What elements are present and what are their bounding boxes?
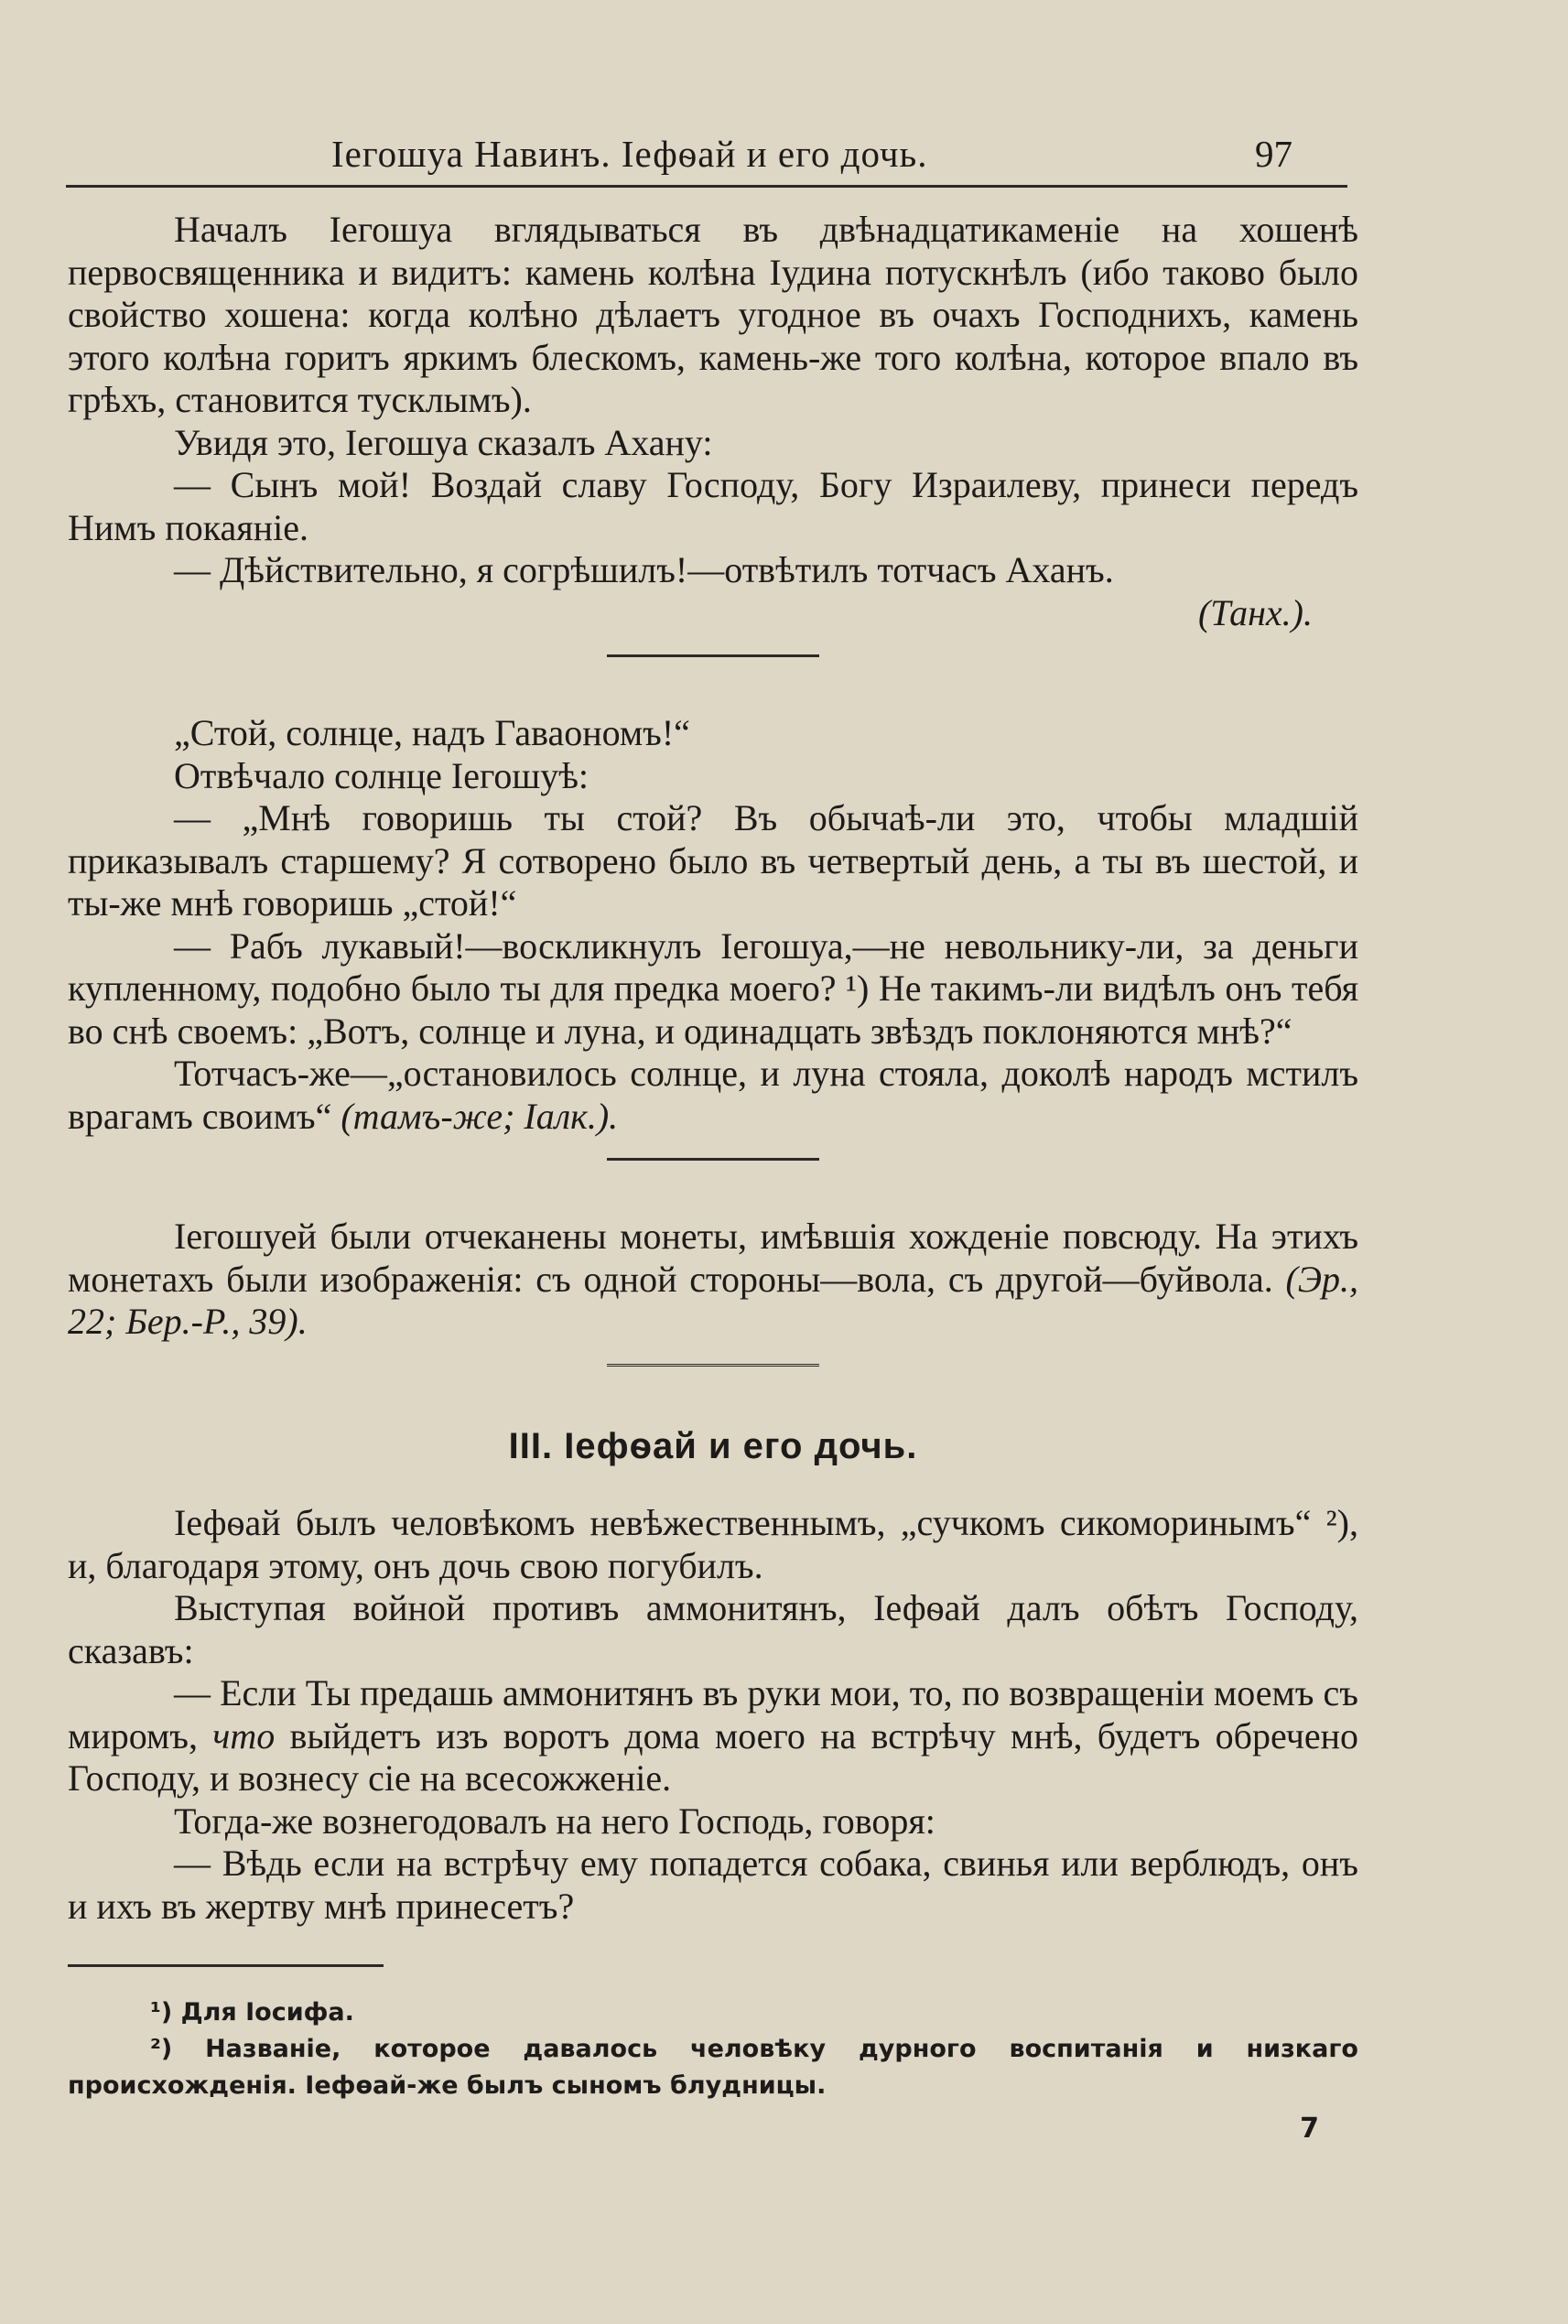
paragraph: — Вѣдь если на встрѣчу ему попадется собака, свинья или верблюдъ, онъ и ихъ въ жертву мнѣ принесетъ? — [68, 1843, 1358, 1927]
footnote: ²) Названіе, которое давалось человѣку дурного воспитанія и низкаго происхожденія. Іефѳай-же былъ сыномъ блудницы. — [68, 2035, 1358, 2100]
paragraph — [68, 1672, 1358, 1800]
paragraph: — Дѣйствительно, я согрѣшилъ!—отвѣтилъ тотчасъ Аханъ. — [174, 549, 1114, 590]
running-header — [66, 126, 1347, 188]
paragraph-text: Іегошуей были отчеканены монеты, имѣвшія хожденіе повсюду. На этихъ монетахъ были изображенія: съ одной стороны—вола, съ другой—буйвола. — [68, 1216, 1358, 1300]
paragraph: Отвѣчало солнце Іегошуѣ: — [174, 754, 589, 796]
paragraph-text: выйдетъ изъ воротъ дома моего на встрѣчу мнѣ, будетъ обречено Господу, и вознесу сіе на всесожженіе. — [68, 1714, 1359, 1799]
footnotes — [68, 1994, 1358, 2104]
chapter-heading: III. Іефѳай и его дочь. — [508, 1425, 918, 1466]
paragraph: Увидя это, Іегошуа сказалъ Ахану: — [174, 421, 713, 463]
source-citation: (Эр., 22; Бер.-Р., 39). — [68, 1258, 1358, 1342]
paragraph — [68, 1053, 1358, 1138]
emphasis: что — [212, 1714, 276, 1757]
source-citation: (тамъ-же; Іалк.). — [341, 1095, 619, 1137]
paragraph: — „Мнѣ говоришь ты стой? Въ обычаѣ-ли это, чтобы младшій приказывалъ старшему? Я сотворено было въ четвертый день, а ты въ шестой, и ты-же мнѣ говоришь „стой!“ — [68, 797, 1358, 924]
paragraph: — Рабъ лукавый!—воскликнулъ Іегошуа,—не невольнику-ли, за деньги купленному, подобно было ты для предка моего? ¹) Не такимъ-ли видѣлъ онъ тебя во снѣ своемъ: „Вотъ, солнце и луна, и одинадцать звѣздъ поклоняются мнѣ?“ — [68, 924, 1358, 1052]
paragraph — [68, 1216, 1358, 1344]
paragraph: „Стой, солнце, надъ Гаваономъ!“ — [174, 712, 690, 753]
paragraph: — Сынъ мой! Воздай славу Господу, Богу Израилеву, принеси передъ Нимъ покаяніе. — [68, 464, 1358, 548]
signature-mark: 7 — [1300, 2113, 1319, 2145]
main-text — [68, 209, 1358, 2104]
header-title: Іегошуа Навинъ. Іефѳай и его дочь. — [331, 133, 928, 175]
footnote-divider — [68, 1964, 384, 1967]
paragraph: Началъ Іегошуа вглядываться въ двѣнадцатикаменіе на хошенѣ первосвященника и видитъ: камень колѣна Іудина потускнѣлъ (ибо таково было свойство хошена: когда колѣно дѣлаетъ угодное въ очахъ Господнихъ, камень этого колѣна горитъ яркимъ блескомъ, камень-же того колѣна, которое впало въ грѣхъ, становится тусклымъ). — [68, 209, 1358, 420]
page-number: 97 — [1255, 133, 1292, 175]
paragraph: Іефѳай былъ человѣкомъ невѣжественнымъ, „сучкомъ сикоморинымъ“ ²), и, благодаря этому, онъ дочь свою погубилъ. — [68, 1502, 1358, 1586]
chapter-divider — [607, 1364, 819, 1370]
paragraph-text: — Если Ты предашь аммонитянъ въ руки мои, то, по возвращеніи моемъ съ миромъ, — [68, 1672, 1358, 1757]
footnote: ¹) Для Іосифа. — [150, 1998, 354, 2027]
paragraph: Выступая войной противъ аммонитянъ, Іефѳай далъ обѣтъ Господу, сказавъ: — [68, 1587, 1358, 1671]
source-citation: (Танх.). — [1197, 591, 1313, 633]
paragraph-text: Тотчасъ-же—„остановилось солнце, и луна стояла, доколѣ народъ мстилъ врагамъ своимъ“ — [68, 1053, 1358, 1137]
paragraph: Тогда-же вознегодовалъ на него Господь, говоря: — [174, 1800, 935, 1842]
